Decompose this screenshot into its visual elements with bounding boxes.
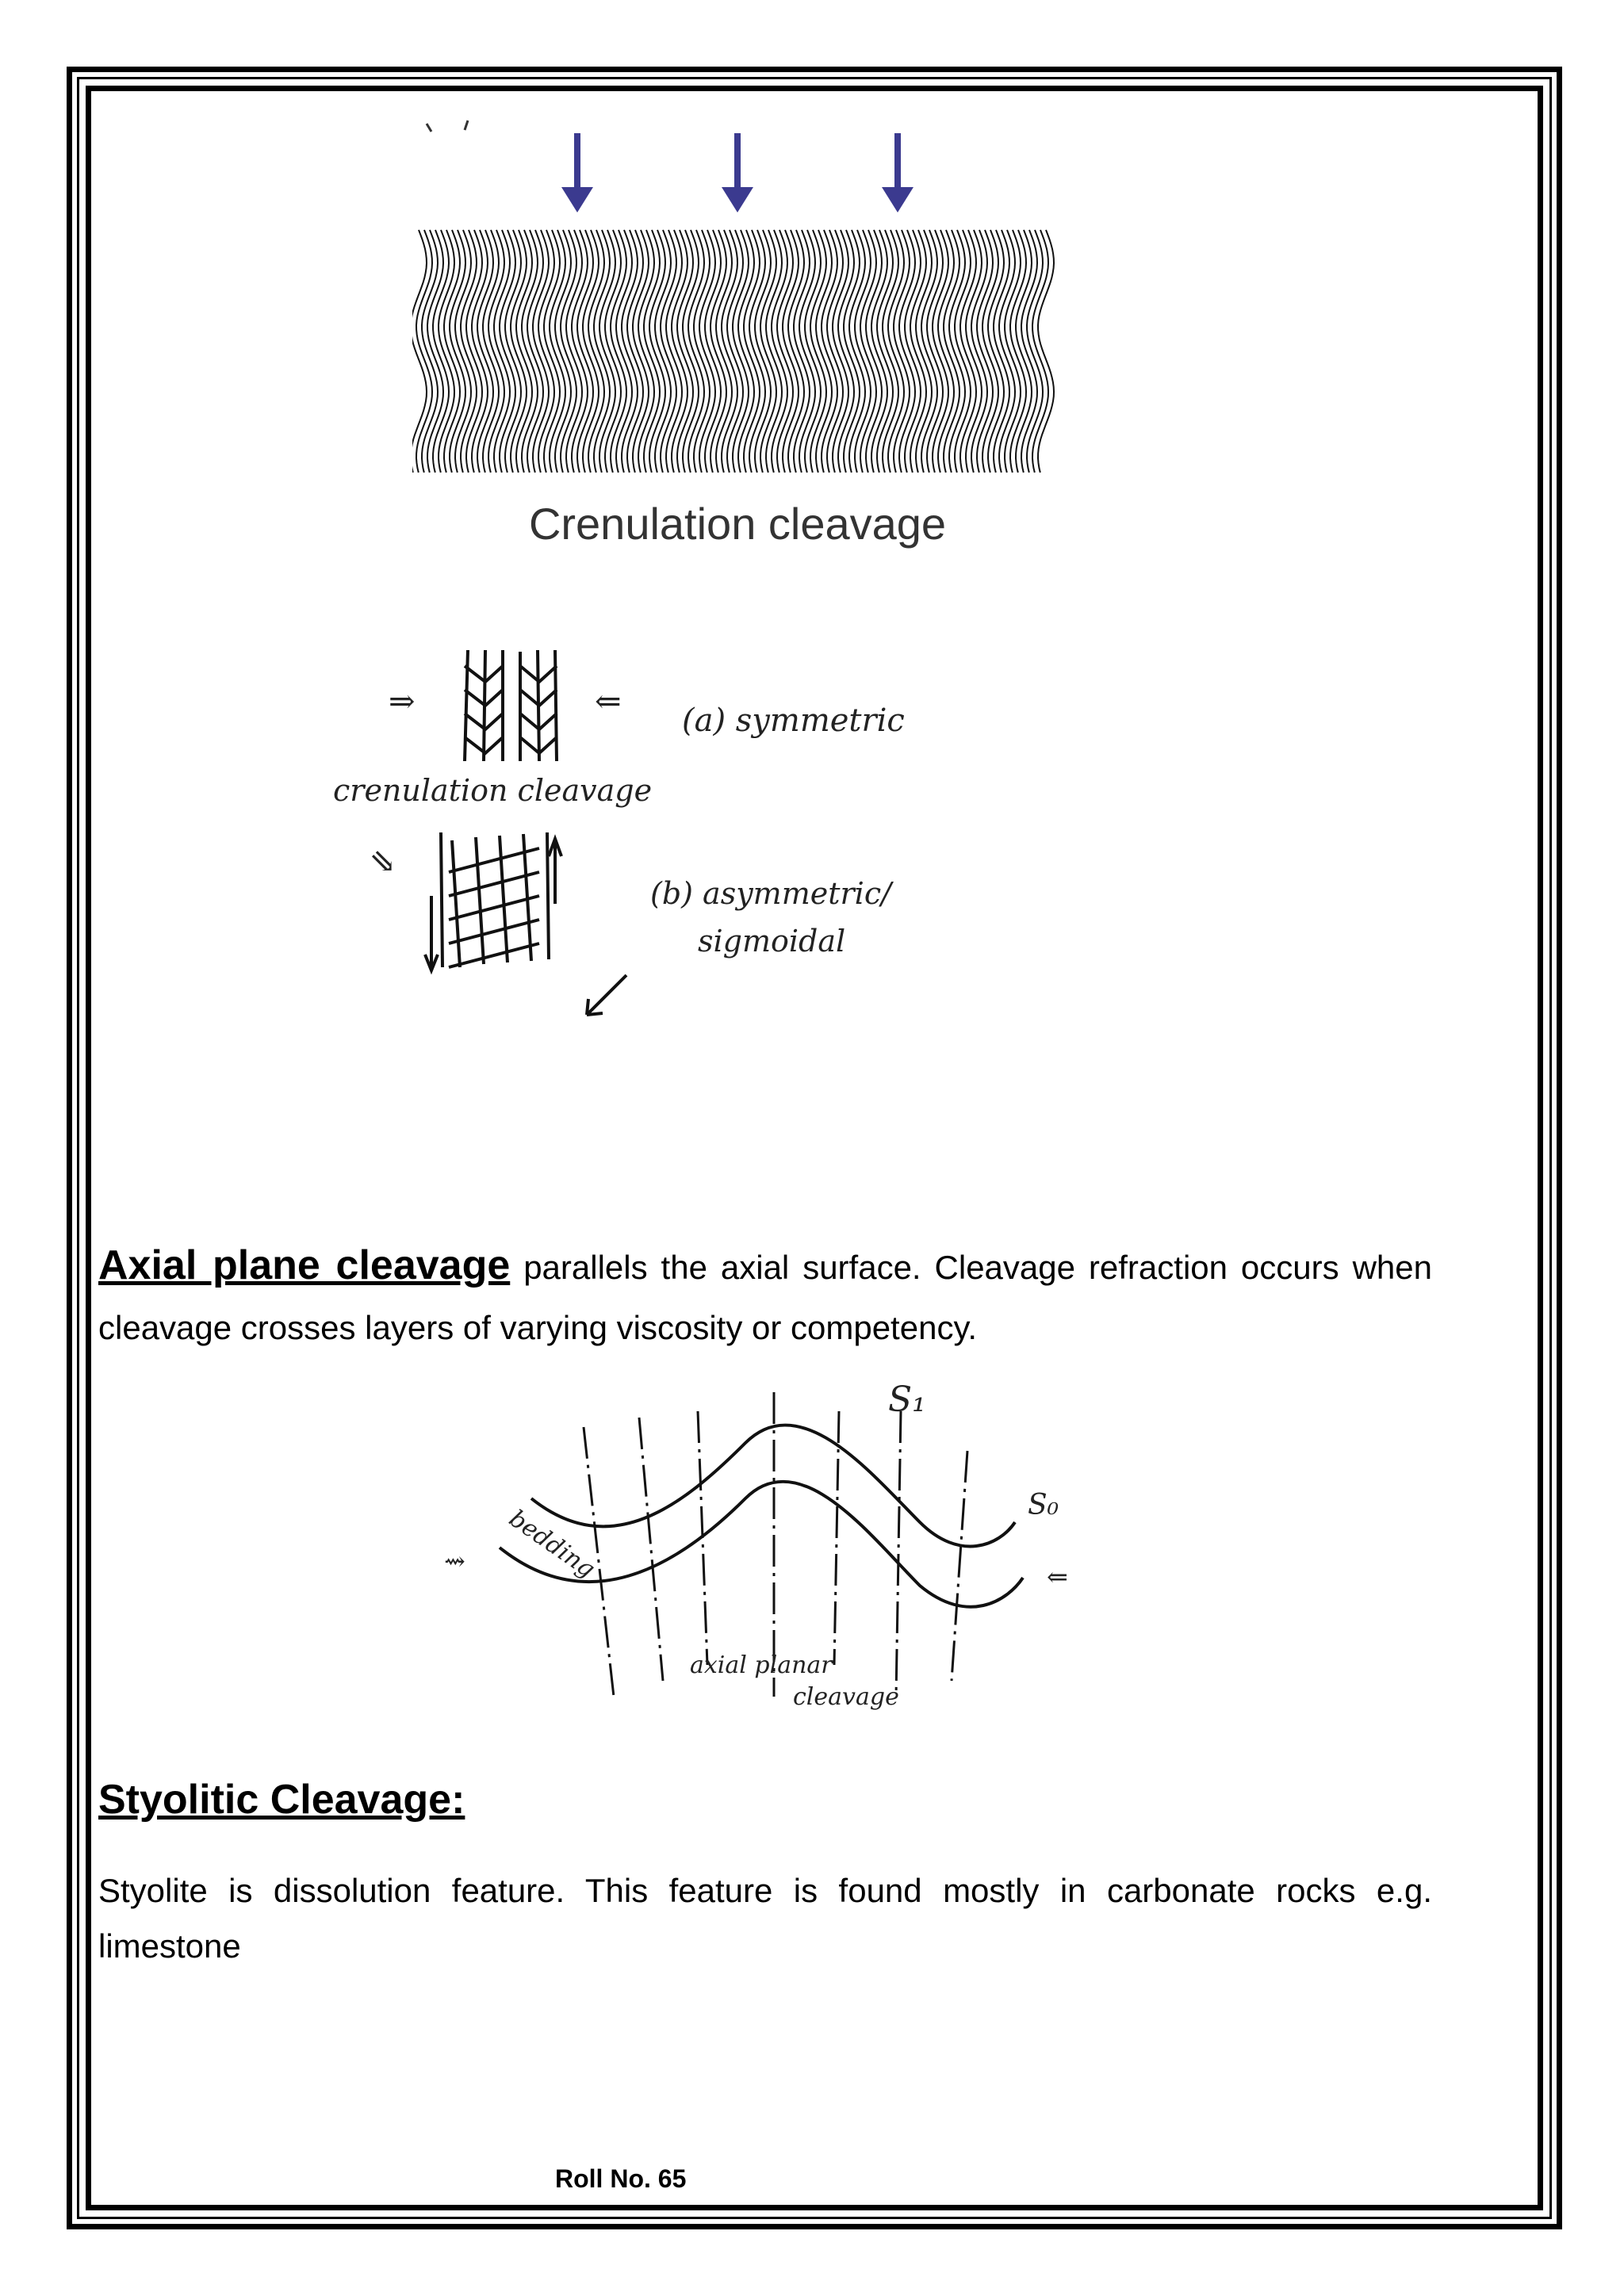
crenulation-line [466, 230, 482, 473]
crenulation-line [960, 230, 976, 473]
crenulation-line [477, 230, 493, 473]
crenulation-line [427, 230, 443, 473]
crenulation-line [500, 230, 515, 473]
crenulation-line [1027, 230, 1043, 473]
crenulation-line [710, 230, 726, 473]
svg-text:⇒: ⇒ [389, 683, 416, 720]
crenulation-line [888, 230, 904, 473]
crenulation-line [644, 230, 660, 473]
crenulation-line [627, 230, 643, 473]
crenulation-line [994, 230, 1009, 473]
crenulation-line [794, 230, 810, 473]
crenulation-line [483, 230, 499, 473]
crenulation-line [833, 230, 848, 473]
compression-arrow-icon [722, 133, 753, 212]
crenulation-line [655, 230, 671, 473]
crenulation-line [944, 230, 959, 473]
crenulation-line [583, 230, 599, 473]
styolitic-cleavage-heading: Styolitic Cleavage: [98, 1777, 465, 1823]
crenulation-line [588, 230, 604, 473]
styolitic-paragraph: Styolite is dissolution feature. This feature is found mostly in carbonate rocks e.g. limestone [98, 1872, 1432, 1965]
asymmetric-crenulation-sketch [425, 832, 626, 1015]
crenulation-line [933, 230, 948, 473]
crenulation-line [1005, 230, 1021, 473]
crenulation-line [916, 230, 932, 473]
crenulation-line [949, 230, 965, 473]
crenulation-line [1016, 230, 1032, 473]
crenulation-line [849, 230, 865, 473]
symmetric-crenulation-sketch [465, 650, 557, 761]
crenulation-line [716, 230, 732, 473]
crenulation-line [439, 230, 454, 473]
crenulation-line [921, 230, 937, 473]
crenulation-line [783, 230, 799, 473]
svg-text:⇐: ⇐ [595, 683, 622, 720]
crenulation-line [622, 230, 638, 473]
crenulation-line [810, 230, 826, 473]
crenulation-line [433, 230, 449, 473]
crenulation-line [866, 230, 882, 473]
crenulation-line [722, 230, 737, 473]
crenulation-line [855, 230, 871, 473]
crenulation-line [649, 230, 665, 473]
label-s1: S₁ [888, 1380, 926, 1420]
crenulation-cleavage-figure [412, 111, 1078, 492]
crenulation-line [905, 230, 921, 473]
crenulation-line [938, 230, 954, 473]
crenulation-line [688, 230, 704, 473]
crenulation-line [694, 230, 710, 473]
crenulation-line [1010, 230, 1026, 473]
crenulation-line [1038, 230, 1054, 473]
crenulation-line [605, 230, 621, 473]
axial-plane-text: parallels the axial surface. Cleavage refraction occurs when cleavage crosses layers of varying viscosity or competency. [98, 1249, 1432, 1346]
crenulation-line [505, 230, 521, 473]
crenulation-line [422, 230, 438, 473]
crenulation-line [744, 230, 760, 473]
crenulation-line [561, 230, 576, 473]
crenulation-line [555, 230, 571, 473]
crenulation-line [672, 230, 688, 473]
crenulation-line [677, 230, 693, 473]
crenulation-line [799, 230, 815, 473]
label-s0: S₀ [1028, 1489, 1059, 1521]
crenulation-line [611, 230, 626, 473]
crenulation-line [533, 230, 549, 473]
crenulation-line [594, 230, 610, 473]
crenulation-line [599, 230, 615, 473]
crenulation-line [472, 230, 488, 473]
crenulation-line [999, 230, 1015, 473]
crenulation-line [805, 230, 821, 473]
crenulation-line [971, 230, 987, 473]
label-symmetric: (a) symmetric [682, 702, 905, 739]
label-asymmetric: (b) asymmetric/ [650, 876, 891, 911]
crenulation-line [844, 230, 860, 473]
crenulation-line [455, 230, 471, 473]
footer-roll-number: Roll No. 65 [555, 2164, 687, 2193]
crenulation-line [838, 230, 854, 473]
crenulation-line [883, 230, 898, 473]
crenulation-line [827, 230, 843, 473]
crenulation-line [955, 230, 971, 473]
crenulation-line [494, 230, 510, 473]
crenulation-line [516, 230, 532, 473]
compression-arrow-icon [882, 133, 914, 212]
svg-text:⇐: ⇐ [1047, 1562, 1068, 1592]
crenulation-line [666, 230, 682, 473]
crenulation-line [544, 230, 560, 473]
crenulation-line [766, 230, 782, 473]
crenulation-line [860, 230, 876, 473]
crenulation-line [772, 230, 787, 473]
crenulation-line [738, 230, 754, 473]
bedding-layers [500, 1425, 1023, 1606]
crenulation-line [755, 230, 771, 473]
svg-text:⇘: ⇘ [370, 844, 396, 880]
crenulation-line [661, 230, 676, 473]
crenulation-line [699, 230, 715, 473]
svg-text:⇝: ⇝ [444, 1546, 465, 1576]
crenulation-line [966, 230, 982, 473]
label-sigmoidal: sigmoidal [698, 924, 846, 959]
crenulation-line [527, 230, 543, 473]
crenulation-line [982, 230, 998, 473]
crenulation-line [910, 230, 926, 473]
compression-arrow-icon [561, 133, 593, 212]
crenulation-line [638, 230, 654, 473]
crenulation-line [705, 230, 721, 473]
crenulation-line [871, 230, 887, 473]
crenulation-line [816, 230, 832, 473]
crenulation-line [572, 230, 588, 473]
crenulation-line [927, 230, 943, 473]
crenulation-line [566, 230, 582, 473]
axial-plane-heading: Axial plane cleavage [98, 1242, 511, 1288]
crenulation-line [894, 230, 910, 473]
label-cleavage: cleavage [793, 1683, 899, 1711]
crenulation-caption: Crenulation cleavage [528, 499, 947, 549]
crenulation-line [577, 230, 593, 473]
crenulation-sketch-figure [309, 634, 944, 1031]
crenulation-line [488, 230, 504, 473]
axial-planar-cleavage-figure [428, 1380, 1110, 1728]
label-axial-planar: axial planar [690, 1651, 833, 1679]
crenulation-line [522, 230, 538, 473]
crenulation-line [511, 230, 527, 473]
crenulation-line [733, 230, 749, 473]
axial-plane-paragraph [98, 1235, 1432, 1358]
crenulation-line [683, 230, 699, 473]
crenulation-line [550, 230, 565, 473]
crenulation-line [538, 230, 554, 473]
crenulation-line [461, 230, 477, 473]
crenulation-line [977, 230, 993, 473]
crenulation-line [727, 230, 743, 473]
crenulation-line [1032, 230, 1048, 473]
crenulation-line [760, 230, 776, 473]
crenulation-line [450, 230, 465, 473]
crenulation-line [877, 230, 893, 473]
crenulation-line [988, 230, 1004, 473]
crenulation-line [633, 230, 649, 473]
crenulation-line [416, 230, 432, 473]
crenulated-layers [412, 230, 1054, 473]
crenulation-line [822, 230, 837, 473]
crenulation-line [749, 230, 765, 473]
crenulation-line [444, 230, 460, 473]
crenulation-line [899, 230, 915, 473]
crenulation-line [616, 230, 632, 473]
crenulation-line [777, 230, 793, 473]
crenulation-line [788, 230, 804, 473]
label-bedding: bedding [504, 1504, 600, 1584]
crenulation-line [1021, 230, 1037, 473]
label-crenulation-cleavage: crenulation cleavage [333, 773, 653, 808]
